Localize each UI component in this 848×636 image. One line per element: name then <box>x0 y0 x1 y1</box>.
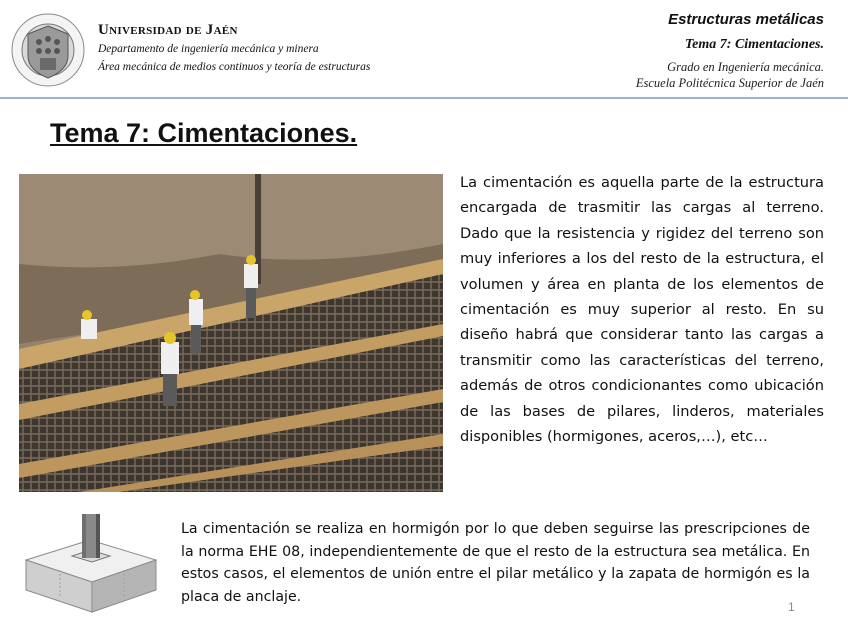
foundation-definition-paragraph: La cimentación es aquella parte de la estructura encargada de trasmitir las cargas al terreno. Dado que la resistencia y rigidez del terreno son muy inferiores a los del resto de la estructura, el volumen y área en planta de los elementos de cimentación es muy superior al resto. En su diseño habrá que considerar tanto las cargas a transmitir como las características del terreno, además de otros condicionantes como ubicación de las bases de pilares, linderos, materiales disponibles (hormigones, aceros,…), etc… <box>460 174 824 446</box>
university-seal-logo <box>10 8 86 92</box>
topic-name: Tema 7: Cimentaciones. <box>684 37 824 52</box>
university-name: Universidad de Jaén <box>98 22 238 38</box>
concrete-standard-paragraph: La cimentación se realiza en hormigón por lo que deben seguirse las prescripciones de la norma EHE 08, independientemente de que el resto de la estructura sea metálica. En estos casos, el elementos de unión entre el pilar metálico y la zapata de hormigón es la placa de anclaje. <box>181 521 810 605</box>
department-name: Departamento de ingeniería mecánica y minera <box>98 43 319 55</box>
header-divider <box>0 97 848 99</box>
course-name: Estructuras metálicas <box>668 11 824 28</box>
foundation-construction-photo <box>19 174 443 492</box>
anchor-plate-footing-drawing <box>20 512 162 616</box>
area-name: Área mecánica de medios continuos y teoría de estructuras <box>98 61 371 73</box>
degree-name: Grado en Ingeniería mecánica. <box>667 60 824 74</box>
slide-title: Tema 7: Cimentaciones. <box>50 118 358 148</box>
school-name: Escuela Politécnica Superior de Jaén <box>635 76 824 90</box>
slide-header <box>0 0 848 98</box>
page-number: 1 <box>788 600 795 614</box>
